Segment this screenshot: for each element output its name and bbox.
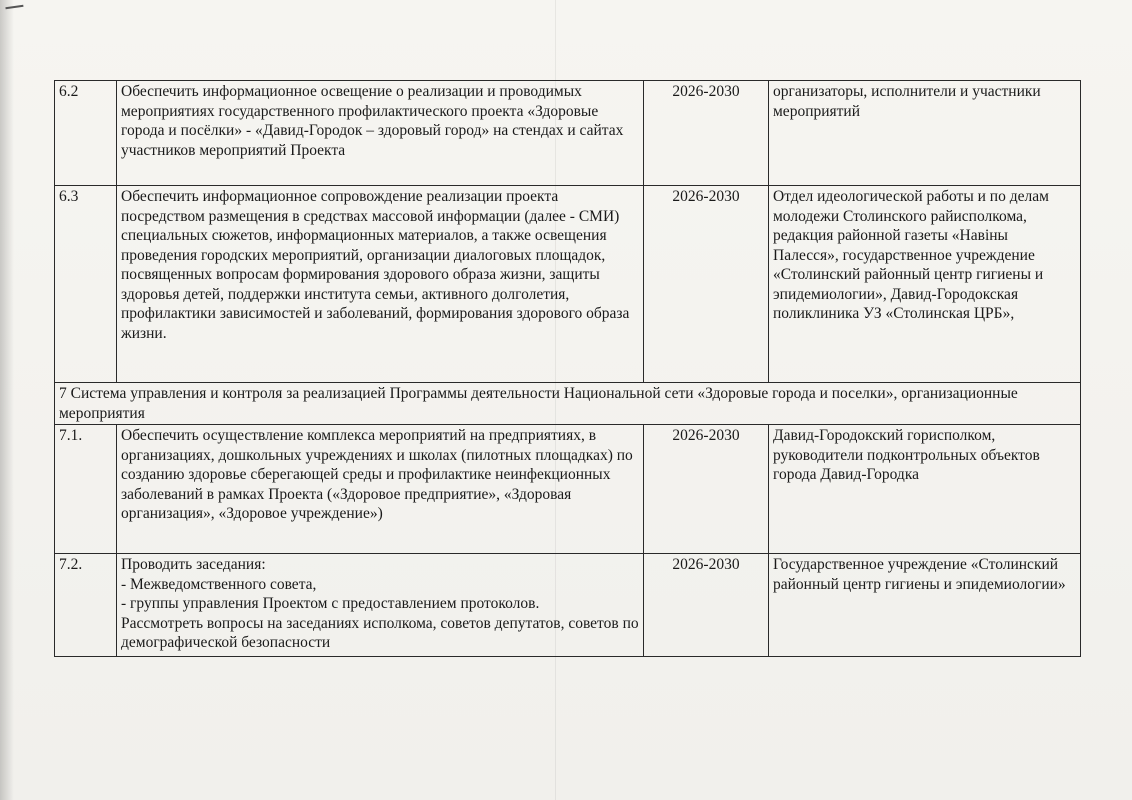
row-task: Обеспечить осуществление комплекса мероприятий на предприятиях, в организациях, дошкольных учреждениях и школах (пилотных площадках) по созданию здоровье сберегающей среды и профилактике неинфекционных заболеваний в рамках Проекта («Здоровое предприятие», «Здоровая организация», «Здоровое учреждение») (117, 425, 644, 554)
task-line: - Межведомственного совета, (121, 575, 317, 593)
row-number: 6.3 (55, 186, 117, 383)
row-period: 2026-2030 (644, 425, 769, 554)
table-row (55, 81, 1081, 186)
section-title: 7 Система управления и контроля за реализацией Программы деятельности Национальной сети «Здоровые города и поселки», организационные мероприятия (55, 383, 1081, 425)
task-intro: Проводить заседания: (121, 556, 266, 573)
task-line: Рассмотреть вопросы на заседаниях исполкома, советов депутатов, советов по демографической безопасности (121, 614, 639, 651)
row-responsible: Государственное учреждение «Столинский районный центр гигиены и эпидемиологии» (769, 554, 1081, 657)
task-line: - группы управления Проектом с предоставлением протоколов. (121, 595, 540, 612)
row-number: 6.2 (55, 81, 117, 186)
row-task (117, 554, 644, 657)
row-responsible: организаторы, исполнители и участники мероприятий (769, 81, 1081, 186)
section-header-row (55, 383, 1081, 425)
row-number: 7.1. (55, 425, 117, 554)
scan-corner-mark (5, 5, 24, 17)
row-task: Обеспечить информационное освещение о реализации и проводимых мероприятиях государственного профилактического проекта «Здоровые города и посёлки» - «Давид-Городок – здоровый город» на стендах и сайтах участников мероприятий Проекта (117, 81, 644, 186)
row-number: 7.2. (55, 554, 117, 657)
action-plan-table (54, 80, 1081, 657)
row-period: 2026-2030 (644, 81, 769, 186)
row-task: Обеспечить информационное сопровождение реализации проекта посредством размещения в средствах массовой информации (далее - СМИ) специальных сюжетов, информационных материалов, а также освещения проведения городских мероприятий, организации диалоговых площадок, посвященных вопросам формирования здорового образа жизни, защиты здоровья детей, поддержки института семьи, активного долголетия, профилактики зависимостей и заболеваний, формирования здорового образа жизни. (117, 186, 644, 383)
table-row (55, 554, 1081, 657)
row-period: 2026-2030 (644, 554, 769, 657)
row-responsible: Давид-Городокский горисполком, руководители подконтрольных объектов города Давид-Городка (769, 425, 1081, 554)
table-row (55, 186, 1081, 383)
table-row (55, 425, 1081, 554)
row-period: 2026-2030 (644, 186, 769, 383)
row-responsible: Отдел идеологической работы и по делам молодежи Столинского райисполкома, редакция районной газеты «Навіны Палесся», государственное учреждение «Столинский районный центр гигиены и эпидемиологии», Давид-Городокская поликлиника УЗ «Столинская ЦРБ», (769, 186, 1081, 383)
scan-edge-shadow (0, 0, 14, 800)
